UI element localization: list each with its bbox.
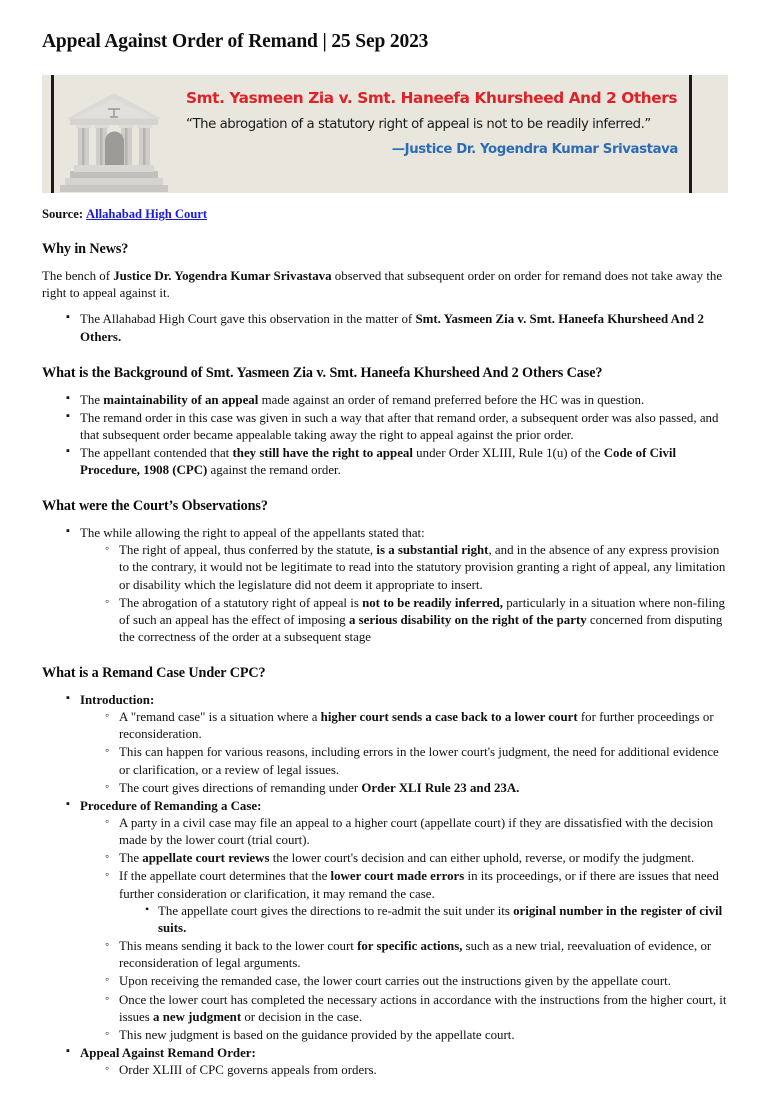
list-item-text: Appeal Against Remand Order: [80, 1046, 256, 1061]
list-item [105, 744, 728, 778]
list-item [66, 410, 728, 444]
list-item-text: Once the lower court has completed the necessary actions in accordance with the instructions from the higher court, it issues a new judgment or decision in the case. [119, 992, 727, 1024]
banner-text-block [172, 75, 728, 193]
case-name: Smt. Yasmeen Zia v. Smt. Haneefa Khursheed And 2 Others [186, 89, 678, 108]
list-item [105, 595, 728, 646]
list-item-text: Procedure of Remanding a Case: [80, 798, 262, 813]
list-item-text: Upon receiving the remanded case, the lower court carries out the instructions given by the appellate court. [119, 974, 671, 989]
list-item-text: This means sending it back to the lower court for specific actions, such as a new trial, reevaluation of evidence, or reconsideration of legal arguments. [119, 939, 712, 971]
list-item [105, 542, 728, 593]
list-item-text: The abrogation of a statutory right of appeal is not to be readily inferred, particularly in a situation where non-filing of such an appeal has the effect of imposing a serious disability on the right of the party concerned from disputing the correctness of the order at a subsequent stage [119, 595, 725, 644]
source-label: Source: [42, 207, 84, 222]
case-quote: “The abrogation of a statutory right of appeal is not to be readily inferred.” [186, 116, 651, 132]
source-link[interactable]: Allahabad High Court [86, 207, 208, 222]
section-heading: Why in News? [42, 241, 129, 258]
list-item-text: The appellate court gives the directions to re-admit the suit under its original number in the register of civil suits. [158, 903, 723, 935]
sections-container [42, 241, 728, 1079]
list-item [66, 525, 728, 646]
case-banner [42, 75, 728, 193]
list-item [105, 1027, 728, 1044]
bullet-list-level-1 [42, 525, 728, 646]
list-item-text: The remand order in this case was given in such a way that after that remand order, a subsequent order was also passed, and that subsequent order became appealable taking away the right to appeal against the prior order. [80, 410, 719, 442]
list-item [66, 798, 728, 1044]
bullet-list-level-1 [42, 392, 728, 480]
list-item-text: A "remand case" is a situation where a higher court sends a case back to a lower court for further proceedings or reconsideration. [119, 710, 714, 742]
list-item [66, 311, 728, 345]
list-item-text: The while allowing the right to appeal of the appellants stated that: [80, 526, 425, 541]
list-item-text: This new judgment is based on the guidance provided by the appellate court. [119, 1027, 515, 1042]
list-item-text: This can happen for various reasons, including errors in the lower court's judgment, the need for additional evidence or clarification, or a review of legal issues. [119, 745, 719, 777]
list-item [66, 445, 728, 479]
list-item-text: The appellate court reviews the lower court's decision and can either uphold, reverse, or modify the judgment. [119, 851, 695, 866]
list-item-text: Order XLIII of CPC governs appeals from orders. [119, 1063, 377, 1078]
list-item [105, 938, 728, 972]
list-item-text: The Allahabad High Court gave this observation in the matter of Smt. Yasmeen Zia v. Smt. Haneefa Khursheed And 2 Others. [80, 312, 704, 344]
bullet-list-level-1 [42, 692, 728, 1079]
list-item [105, 973, 728, 990]
bullet-list-level-2 [80, 542, 728, 646]
list-item [105, 992, 728, 1026]
section-heading: What were the Court’s Observations? [42, 498, 268, 515]
banner-right-rule [689, 75, 692, 193]
list-item [66, 392, 728, 409]
courthouse-icon [42, 75, 172, 193]
list-item [105, 1062, 728, 1079]
list-item-text: A party in a civil case may file an appeal to a higher court (appellate court) if they are dissatisfied with the decision made by the lower court (trial court). [119, 815, 714, 848]
bullet-list-level-2 [80, 1062, 728, 1079]
section-heading: What is a Remand Case Under CPC? [42, 665, 266, 682]
list-item [66, 692, 728, 797]
list-item [66, 1045, 728, 1079]
case-attribution: —Justice Dr. Yogendra Kumar Srivastava [391, 141, 678, 157]
list-item-text: The court gives directions of remanding under Order XLI Rule 23 and 23A. [119, 780, 520, 795]
list-item [105, 780, 728, 797]
list-item-text: Introduction: [80, 692, 155, 707]
section-heading: What is the Background of Smt. Yasmeen Zia v. Smt. Haneefa Khursheed And 2 Others Case? [42, 364, 603, 381]
list-item-text: The maintainability of an appeal made against an order of remand preferred before the HC was in question. [80, 392, 645, 407]
bullet-list-level-2 [80, 815, 728, 1044]
banner-left-rule [51, 75, 54, 193]
list-item-text: If the appellate court determines that the lower court made errors in its proceedings, or if there are issues that need further consideration or clarification, it may remand the case. [119, 869, 719, 901]
bullet-list-level-2 [80, 709, 728, 797]
list-item [105, 709, 728, 743]
bullet-list-level-1 [42, 311, 728, 345]
source-line [42, 207, 728, 222]
bullet-list-level-3 [119, 903, 728, 937]
page-title: Appeal Against Order of Remand | 25 Sep 2023 [42, 31, 429, 52]
list-item [144, 903, 728, 937]
list-item [105, 815, 728, 849]
list-item [105, 868, 728, 937]
list-item [105, 850, 728, 867]
list-item-text: The right of appeal, thus conferred by the statute, is a substantial right, and in the absence of any express provision to the contrary, it would not be legitimate to read into the statutory provision granting a right of appeal, any limitation or disability which the legislature did not deem it appropriate to insert. [119, 543, 726, 592]
section-paragraph: The bench of Justice Dr. Yogendra Kumar Srivastava observed that subsequent order on order for remand does not take away the right to appeal against it. [42, 269, 723, 301]
list-item-text: The appellant contended that they still have the right to appeal under Order XLIII, Rule 1(u) of the Code of Civil Procedure, 1908 (CPC) against the remand order. [80, 445, 677, 478]
